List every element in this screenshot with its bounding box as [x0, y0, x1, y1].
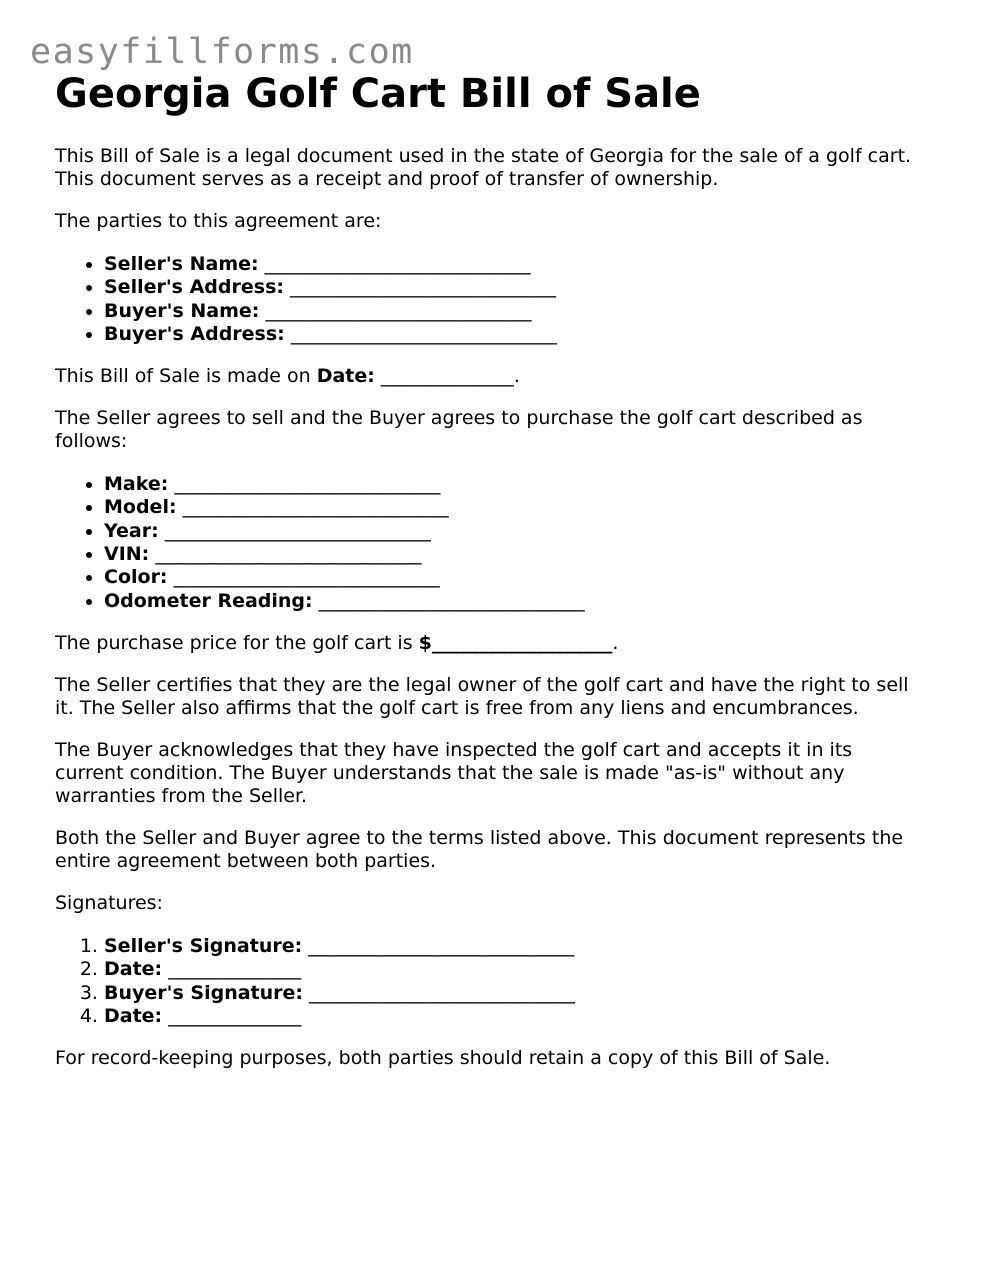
- field-label: Buyer's Name:: [104, 299, 260, 322]
- seller-cert-line-1: The Seller certifies that they are the legal owner of the golf cart and have the right to sell: [55, 673, 909, 696]
- list-item-color: [104, 566, 945, 589]
- field-label: Year:: [104, 519, 159, 542]
- list-item-sellers-address: [104, 276, 945, 299]
- seller-address-field[interactable]: ____________________________: [290, 276, 557, 299]
- signatures-heading: Signatures:: [55, 891, 163, 914]
- buyer-ack-line-2: current condition. The Buyer understands that the sale is made "as-is" without any: [55, 761, 845, 784]
- closing-paragraph: For record-keeping purposes, both parties should retain a copy of this Bill of Sale.: [55, 1047, 831, 1070]
- date-sentence: [55, 365, 945, 388]
- agreement-line-1: The Seller agrees to sell and the Buyer agrees to purchase the golf cart described as: [55, 407, 863, 430]
- seller-certification-paragraph: [55, 674, 945, 720]
- field-label: Seller's Signature:: [104, 934, 303, 957]
- list-item-year: [104, 520, 945, 543]
- buyer-date-field[interactable]: ______________: [168, 1004, 302, 1027]
- document-page: [55, 70, 945, 1070]
- list-item-sellers-name: [104, 253, 945, 276]
- field-label: Buyer's Address:: [104, 322, 285, 345]
- make-field[interactable]: ____________________________: [174, 473, 441, 496]
- field-label: Date:: [104, 1004, 163, 1027]
- field-label: Make:: [104, 473, 169, 496]
- field-label: Seller's Name:: [104, 253, 259, 275]
- field-label: Buyer's Signature:: [104, 981, 303, 1004]
- intro-line-2: This document serves as a receipt and proof of transfer of ownership.: [55, 168, 719, 190]
- agreement-paragraph: [55, 407, 945, 453]
- list-item-vin: [104, 543, 945, 566]
- price-sentence-suffix: .: [612, 631, 619, 654]
- field-label: Color:: [104, 566, 168, 589]
- buyer-ack-line-3: warranties from the Seller.: [55, 784, 308, 807]
- cart-details-list: [55, 473, 945, 613]
- agreement-line-2: follows:: [55, 430, 128, 453]
- terms-line-1: Both the Seller and Buyer agree to the terms listed above. This document represents the: [55, 826, 904, 849]
- price-sentence-prefix: The purchase price for the golf cart is: [55, 631, 419, 654]
- parties-intro: The parties to this agreement are:: [55, 210, 382, 232]
- parties-list: [55, 253, 945, 346]
- list-item-make: [104, 473, 945, 496]
- price-sentence: [55, 632, 945, 655]
- buyer-address-field[interactable]: ____________________________: [290, 322, 557, 345]
- signatures-list: [55, 935, 945, 1028]
- intro-line-1: This Bill of Sale is a legal document used in the state of Georgia for the sale of a golf cart.: [55, 145, 912, 167]
- terms-line-2: entire agreement between both parties.: [55, 849, 437, 872]
- buyer-name-field[interactable]: ____________________________: [265, 299, 532, 322]
- list-item-seller-signature: [104, 935, 945, 958]
- buyer-acknowledgement-paragraph: [55, 739, 945, 808]
- buyer-signature-field[interactable]: ____________________________: [309, 981, 576, 1004]
- sale-date-field[interactable]: ______________.: [374, 365, 520, 388]
- document-title: Georgia Golf Cart Bill of Sale: [55, 71, 701, 117]
- list-item-buyer-signature: [104, 982, 945, 1005]
- color-field[interactable]: ____________________________: [173, 566, 440, 589]
- watermark: easyfillforms.com: [30, 32, 414, 72]
- list-item-buyer-date: [104, 1005, 945, 1028]
- vin-field[interactable]: ____________________________: [155, 543, 422, 566]
- price-field[interactable]: $___________________: [418, 631, 613, 654]
- list-item-odometer: [104, 590, 945, 613]
- terms-paragraph: [55, 827, 945, 873]
- field-label: VIN:: [104, 543, 150, 566]
- field-label: Seller's Address:: [104, 276, 284, 299]
- odometer-field[interactable]: ____________________________: [318, 589, 585, 612]
- field-label: Odometer Reading:: [104, 589, 313, 612]
- model-field[interactable]: ____________________________: [182, 496, 449, 519]
- list-item-model: [104, 496, 945, 519]
- seller-cert-line-2: it. The Seller also affirms that the golf cart is free from any liens and encumbrances.: [55, 696, 859, 719]
- list-item-seller-date: [104, 958, 945, 981]
- seller-name-field[interactable]: ____________________________: [264, 253, 531, 275]
- list-item-buyers-address: [104, 323, 945, 346]
- buyer-ack-line-1: The Buyer acknowledges that they have inspected the golf cart and accepts it in its: [55, 738, 853, 761]
- field-label: Model:: [104, 496, 177, 519]
- date-label: Date:: [316, 365, 375, 388]
- year-field[interactable]: ____________________________: [164, 519, 431, 542]
- field-label: Date:: [104, 958, 163, 981]
- date-sentence-prefix: This Bill of Sale is made on: [55, 365, 317, 388]
- intro-paragraph: [55, 145, 945, 191]
- seller-date-field[interactable]: ______________: [168, 958, 302, 981]
- list-item-buyers-name: [104, 300, 945, 323]
- seller-signature-field[interactable]: ____________________________: [308, 934, 575, 957]
